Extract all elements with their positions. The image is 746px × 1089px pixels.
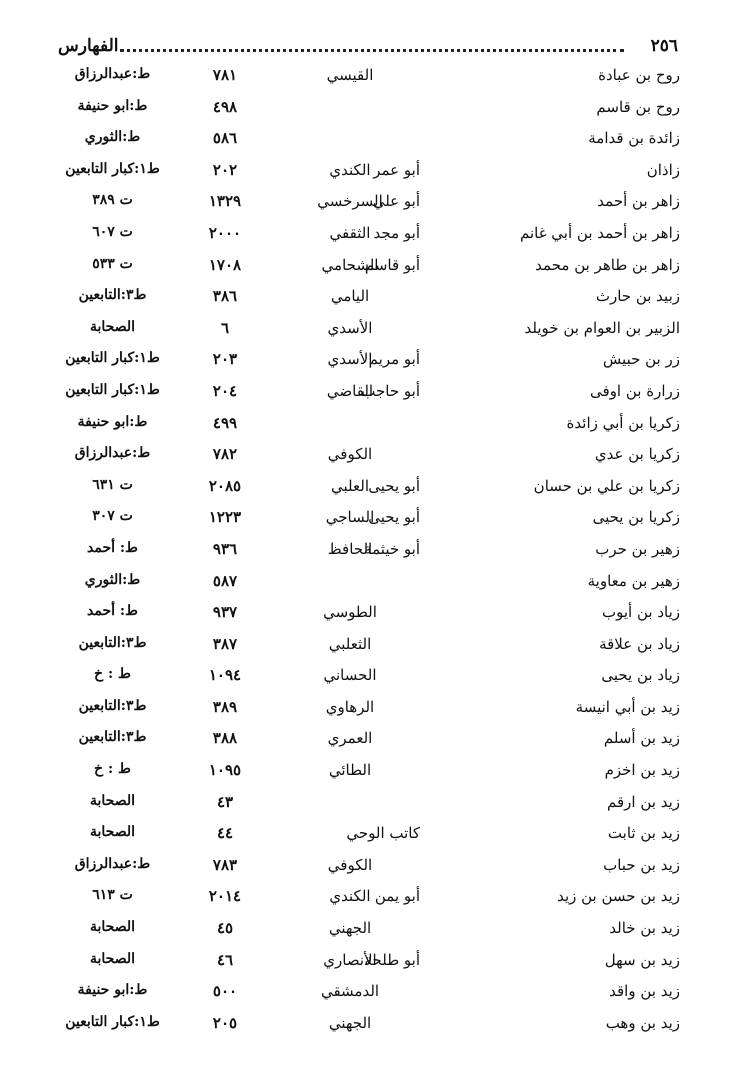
entry-number: ٣٨٦ xyxy=(212,287,238,306)
narrator-nisba: العلبي xyxy=(331,476,369,495)
narrator-class: ط:عبدالرزاق xyxy=(74,445,151,462)
index-page xyxy=(50,34,680,1039)
narrator-name: زرارة بن اوفى xyxy=(590,381,680,400)
index-row xyxy=(50,976,680,1008)
narrator-nisba: الثعلبي xyxy=(328,634,372,653)
index-row xyxy=(50,92,680,124)
entry-number: ٧٨٣ xyxy=(212,855,238,874)
narrator-class: ت ٦٠٧ xyxy=(92,223,133,240)
narrator-kunya: أبو طلحة xyxy=(364,950,420,969)
narrator-class: ط:ابو حنيفة xyxy=(77,413,148,430)
narrator-nisba: الرهاوي xyxy=(325,697,375,716)
entry-number: ٥٠٠ xyxy=(212,982,238,1001)
narrator-kunya: أبو عمر xyxy=(373,160,420,179)
entry-number: ٢٠٥ xyxy=(212,1013,238,1032)
narrator-nisba: الكندي xyxy=(329,887,371,906)
index-row xyxy=(50,597,680,629)
narrator-kunya: أبو يحيى xyxy=(368,476,420,495)
narrator-class: الصحابة xyxy=(89,792,135,809)
entry-number: ٧٨٢ xyxy=(212,445,238,464)
narrator-class: ط: أحمد xyxy=(87,539,138,556)
index-row xyxy=(50,250,680,282)
narrator-name: زبيد بن حارث xyxy=(595,287,680,306)
narrator-class: ط١:كبار التابعين xyxy=(65,1013,160,1030)
narrator-name: زاذان xyxy=(646,160,680,179)
narrator-name: زيد بن حباب xyxy=(603,855,680,874)
narrator-kunya: أبو مجد xyxy=(373,223,420,242)
index-row xyxy=(50,818,680,850)
entry-number: ٦ xyxy=(220,318,230,337)
narrator-name: روح بن قاسم xyxy=(596,97,680,116)
index-row xyxy=(50,881,680,913)
narrator-class: الصحابة xyxy=(89,318,135,335)
narrator-name: زكريا بن علي بن حسان xyxy=(533,476,680,495)
entry-number: ٥٨٦ xyxy=(212,129,238,148)
narrator-class: ت ٣٨٩ xyxy=(92,192,133,209)
entry-number: ٢٠٠٠ xyxy=(208,223,242,242)
narrator-name: زيد بن وهب xyxy=(605,1013,680,1032)
narrator-name: زياد بن يحيى xyxy=(601,666,680,685)
narrator-nisba: القاضي xyxy=(326,381,374,400)
page-number: ٢٥٦ xyxy=(650,36,678,56)
narrator-name: زياد بن علاقة xyxy=(599,634,680,653)
narrator-nisba: الكندي xyxy=(329,160,371,179)
index-row xyxy=(50,945,680,977)
narrator-kunya: أبو خيثمة xyxy=(364,539,420,558)
narrator-class: ط:عبدالرزاق xyxy=(74,66,151,82)
narrator-class: ط١:كبار التابعين xyxy=(65,381,160,398)
index-row xyxy=(50,629,680,661)
narrator-class: ط١:كبار التابعين xyxy=(65,350,160,367)
entry-number: ٤٩٨ xyxy=(212,97,238,116)
narrator-kunya: كاتب الوحي xyxy=(346,824,420,843)
narrator-kunya: أبو مريم xyxy=(368,350,420,369)
narrator-name: زيد بن أبي انيسة xyxy=(575,697,680,716)
narrator-name: زيد بن ثابت xyxy=(607,824,680,843)
entry-number: ٢٠٨٥ xyxy=(208,476,242,495)
narrator-class: الصحابة xyxy=(89,824,135,841)
narrator-name: زائدة بن قدامة xyxy=(588,129,680,148)
index-row xyxy=(50,123,680,155)
entry-number: ٢٠٤ xyxy=(212,381,238,400)
index-row xyxy=(50,60,680,92)
narrator-name: زيد بن ارقم xyxy=(607,792,680,811)
entry-number: ٣٨٩ xyxy=(212,697,238,716)
entry-number: ١٠٩٤ xyxy=(208,666,242,685)
narrator-nisba: الساجي xyxy=(325,508,375,527)
narrator-class: ط٣:التابعين xyxy=(78,697,147,714)
narrator-class: ط:ابو حنيفة xyxy=(77,982,148,999)
narrator-class: ط : خ xyxy=(94,761,131,778)
narrator-name: الزبير بن العوام بن خويلد xyxy=(524,318,680,337)
narrator-name: زيد بن سهل xyxy=(604,950,680,969)
entry-number: ٩٣٧ xyxy=(212,603,238,622)
narrator-name: زهير بن معاوية xyxy=(587,571,680,590)
narrator-nisba: الجهني xyxy=(328,919,372,938)
narrator-name: زاهر بن أحمد بن أبي غانم xyxy=(519,223,680,242)
index-row xyxy=(50,913,680,945)
narrator-nisba: الأسدي xyxy=(327,318,373,337)
entry-number: ١٣٢٩ xyxy=(208,192,242,211)
narrator-nisba: الدمشقي xyxy=(320,982,380,1001)
narrator-nisba: الحافظ xyxy=(327,539,373,558)
narrator-kunya: أبو علي xyxy=(372,192,420,211)
entry-number: ٣٨٧ xyxy=(212,634,238,653)
narrator-class: ت ٥٣٣ xyxy=(92,255,133,272)
index-row xyxy=(50,755,680,787)
narrator-nisba: الحساني xyxy=(323,666,377,685)
page-header xyxy=(50,34,680,60)
entry-number: ١٢٢٣ xyxy=(208,508,242,527)
entry-number: ٤٦ xyxy=(216,950,234,969)
narrator-name: زكريا بن أبي زائدة xyxy=(566,413,680,432)
narrator-nisba: السرخسي xyxy=(317,192,383,211)
entry-number: ٢٠١٤ xyxy=(208,887,242,906)
entry-number: ٥٨٧ xyxy=(212,571,238,590)
entry-number: ٩٣٦ xyxy=(212,539,238,558)
index-row xyxy=(50,408,680,440)
index-row xyxy=(50,787,680,819)
index-row xyxy=(50,344,680,376)
narrator-name: زيد بن اخزم xyxy=(604,761,680,780)
narrator-class: ط٣:التابعين xyxy=(78,634,147,651)
narrator-kunya: أبو حاجب xyxy=(361,381,420,400)
index-row xyxy=(50,376,680,408)
entry-number: ٢٠٣ xyxy=(212,350,238,369)
index-row xyxy=(50,281,680,313)
narrator-name: زاهر بن طاهر بن محمد xyxy=(535,255,680,274)
index-row xyxy=(50,534,680,566)
index-row xyxy=(50,313,680,345)
narrator-nisba: الجهني xyxy=(328,1013,372,1032)
narrator-class: ط٣:التابعين xyxy=(78,729,147,746)
narrator-nisba: الشحامي xyxy=(321,255,379,274)
entry-number: ٤٤ xyxy=(216,824,234,843)
narrator-class: ط٣:التابعين xyxy=(78,287,147,304)
index-row xyxy=(50,692,680,724)
entry-number: ١٠٩٥ xyxy=(208,761,242,780)
narrator-name: زيد بن أسلم xyxy=(603,729,680,748)
entry-number: ٤٥ xyxy=(216,919,234,938)
entry-number: ٢٠٢ xyxy=(212,160,238,179)
narrator-nisba: اليامي xyxy=(330,287,370,306)
index-row xyxy=(50,502,680,534)
narrator-class: ط:ابو حنيفة xyxy=(77,97,148,114)
entry-number: ٧٨١ xyxy=(212,66,238,84)
narrator-class: ط:عبدالرزاق xyxy=(74,855,151,872)
index-row xyxy=(50,566,680,598)
entry-number: ١٧٠٨ xyxy=(208,255,242,274)
narrator-class: ط١:كبار التابعين xyxy=(65,160,160,177)
narrator-name: زيد بن حسن بن زيد xyxy=(557,887,680,906)
narrator-nisba: الأنصاري xyxy=(323,950,377,969)
narrator-class: ط:الثوري xyxy=(84,571,141,588)
narrator-name: زياد بن أيوب xyxy=(601,603,680,622)
narrator-class: ط: أحمد xyxy=(87,603,138,620)
narrator-name: زكريا بن يحيى xyxy=(592,508,680,527)
narrator-nisba: الطائي xyxy=(328,761,372,780)
narrator-name: زكريا بن عدي xyxy=(594,445,680,464)
narrator-kunya: أبو يحيى xyxy=(368,508,420,527)
narrator-name: زاهر بن أحمد xyxy=(597,192,680,211)
header-title: الفهارس xyxy=(58,36,119,56)
index-row xyxy=(50,660,680,692)
narrator-class: الصحابة xyxy=(89,919,135,936)
dotted-leader xyxy=(120,49,624,52)
narrator-class: ت ٣٠٧ xyxy=(92,508,133,525)
narrator-name: روح بن عبادة xyxy=(598,66,680,84)
index-row xyxy=(50,155,680,187)
narrator-kunya: أبو يمن xyxy=(374,887,420,906)
narrator-nisba: القيسي xyxy=(326,66,374,84)
narrator-nisba: الثقفي xyxy=(329,223,371,242)
narrator-nisba: الكوفي xyxy=(327,445,373,464)
index-row xyxy=(50,723,680,755)
narrator-kunya: أبو قاسم xyxy=(364,255,420,274)
narrator-name: زيد بن خالد xyxy=(609,919,680,938)
narrator-class: ط:الثوري xyxy=(84,129,141,146)
narrator-class: ت ٦٣١ xyxy=(92,476,133,493)
narrator-class: ت ٦١٣ xyxy=(92,887,133,904)
narrator-name: زر بن حبيش xyxy=(602,350,680,369)
narrator-class: الصحابة xyxy=(89,950,135,967)
narrator-nisba: الأسدي xyxy=(327,350,373,369)
narrator-name: زهير بن حرب xyxy=(595,539,680,558)
index-row xyxy=(50,186,680,218)
index-row xyxy=(50,850,680,882)
narrator-nisba: العمري xyxy=(327,729,373,748)
index-row xyxy=(50,439,680,471)
index-row xyxy=(50,218,680,250)
narrator-class: ط : خ xyxy=(94,666,131,683)
entry-number: ٤٩٩ xyxy=(212,413,238,432)
index-row xyxy=(50,1008,680,1040)
narrator-nisba: الطوسي xyxy=(323,603,377,622)
entry-number: ٣٨٨ xyxy=(212,729,238,748)
narrator-name: زيد بن واقد xyxy=(609,982,680,1001)
narrator-nisba: الكوفي xyxy=(327,855,373,874)
index-row xyxy=(50,471,680,503)
index-list xyxy=(50,60,680,1039)
entry-number: ٤٣ xyxy=(216,792,234,811)
